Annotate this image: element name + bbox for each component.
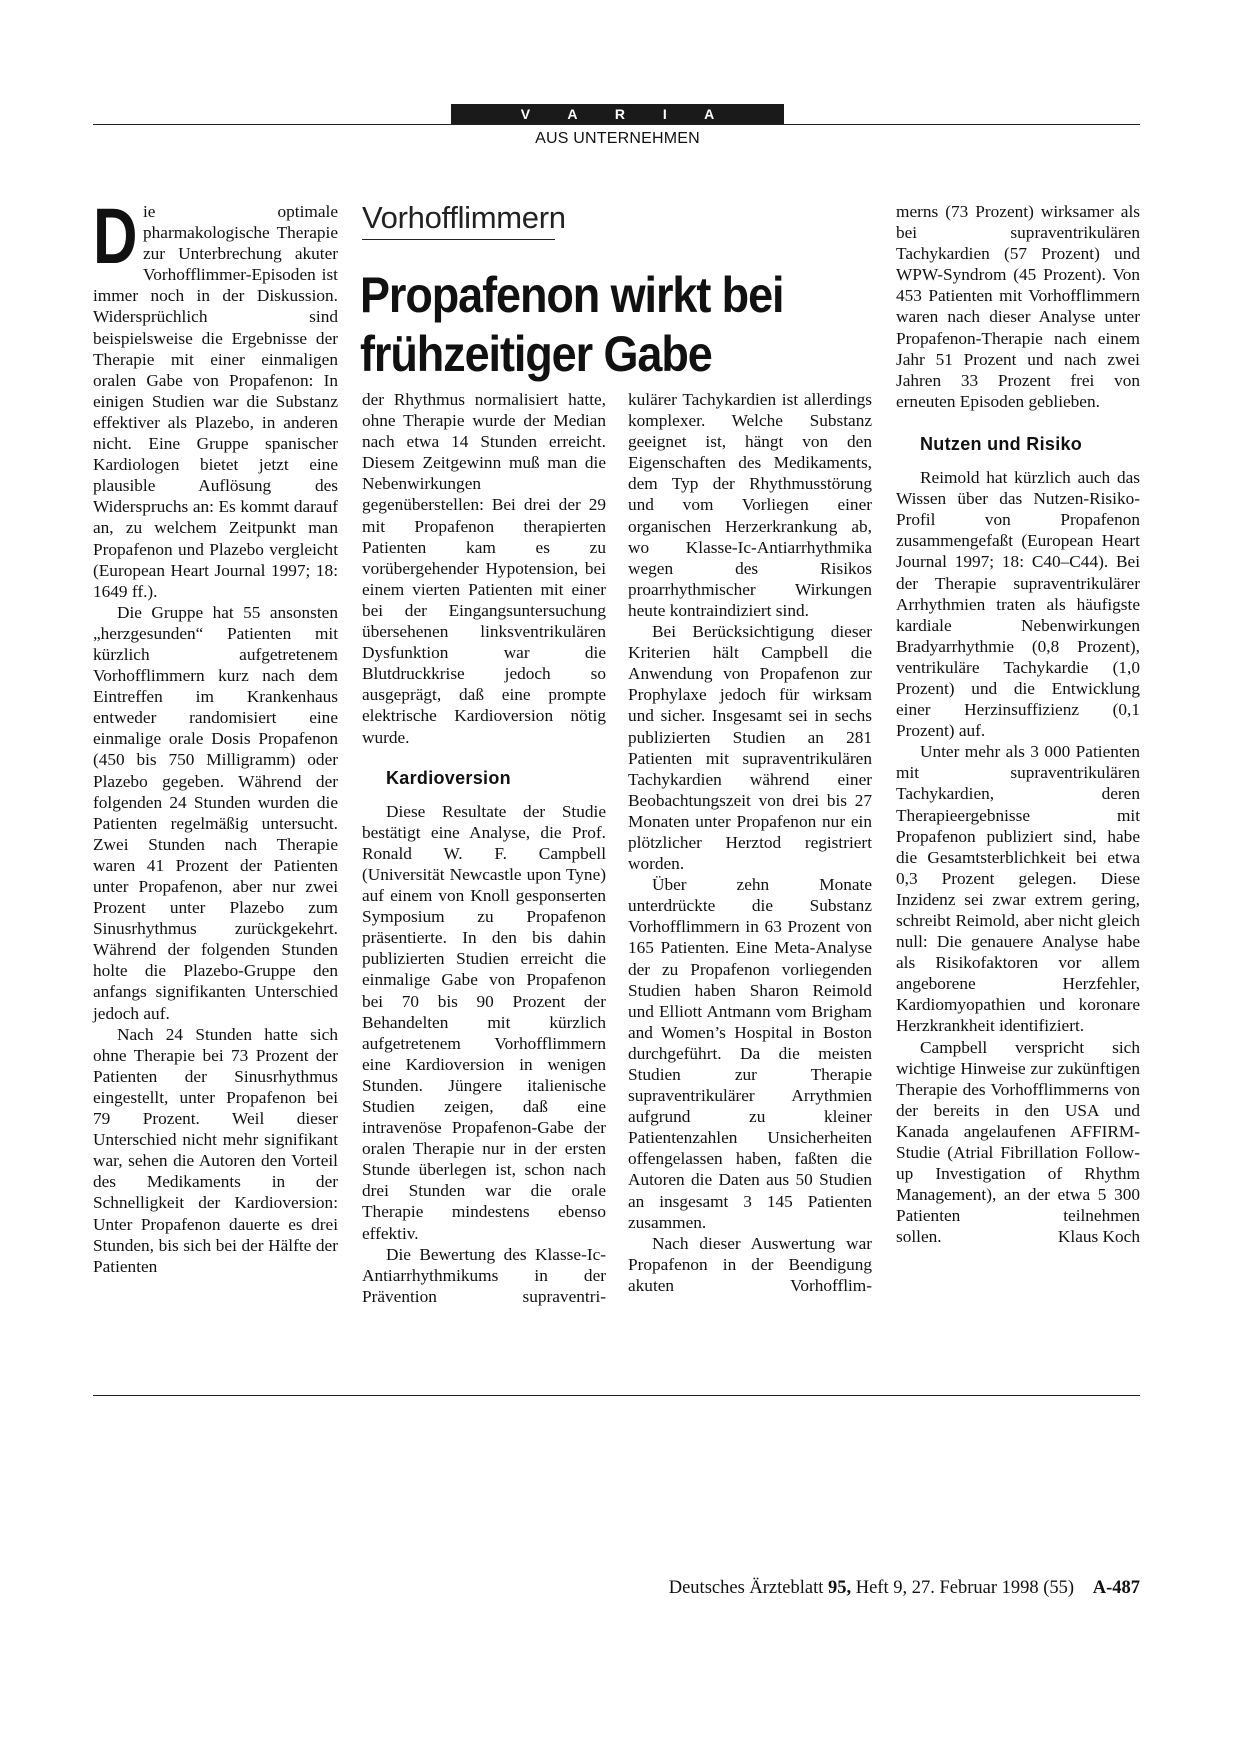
drop-cap: D xyxy=(93,191,138,280)
paragraph: Nach 24 Stunden hatte sich ohne Therapie bei 73 Prozent der Patienten der Sinusrhythmus eingestellt, unter Propafenon bei 79 Prozent. Weil dieser Unterschied nicht mehr signifikant war, sehen die Autoren den Vorteil des Medikaments in der Schnelligkeit der Kardioversion: Unter Propafenon dauerte es drei Stunden, bis sich bei der Hälfte der Patienten xyxy=(93,1024,338,1276)
paragraph-text: ie optimale pharmakologische Therapie zur Unterbrechung akuter Vorhofflimmer-Episoden ist immer noch in der Diskussion. Widersprüchlich sind beispielsweise die Ergebnisse der Therapie mit einer einmaligen oralen Gabe von Propafenon: In einigen Studien war die Substanz effektiver als Plazebo, in anderen nicht. Eine Gruppe spanischer Kardiologen bietet jetzt eine plausible Auflösung des Widerspruchs an: Es kommt darauf an, zu welchem Zeitpunkt man Propafenon und Plazebo vergleicht (European Heart Journal 1997; 18: 1649 ff.). xyxy=(93,202,338,601)
column-1 xyxy=(93,191,338,1277)
issue-info: Heft 9, 27. Februar 1998 (55) xyxy=(855,1578,1075,1598)
column-3 xyxy=(628,389,872,1296)
signoff-line xyxy=(896,1226,1140,1247)
paragraph: Die Gruppe hat 55 ansonsten „herzgesunden“ Patienten mit kürzlich aufgetretenem Vorhofflimmern kurz nach dem Eintreffen im Krankenhaus entweder randomisiert eine einmalige orale Dosis Propafenon (450 bis 750 Milligramm) oder Plazebo gegeben. Während der folgenden 24 Stunden wurden die Patienten regelmäßig untersucht. Zwei Stunden nach Therapie waren 41 Prozent der Patienten unter Propafenon, aber nur zwei Prozent unter Plazebo zum Sinusrhythmus zurückgekehrt. Während der folgenden Stunden holte die Plazebo-Gruppe den anfangs signifikanten Unterschied jedoch auf. xyxy=(93,602,338,1023)
author-name: Klaus Koch xyxy=(1057,1227,1140,1247)
paragraph: Reimold hat kürzlich auch das Wissen über das Nutzen-Risiko-Profil von Propafenon zusammengefaßt (European Heart Journal 1997; 18: C40–C44). Bei der Therapie supraventrikulärer Arrhythmien traten als häufigste kardiale Nebenwirkungen Bradyarrhythmie (0,8 Prozent), ventrikuläre Tachykardie (1,0 Prozent) und die Entwicklung einer Herzinsuffizienz (0,1 Prozent) auf. xyxy=(896,468,1140,741)
paragraph: merns (73 Prozent) wirksamer als bei supraventrikulären Tachykardien (57 Prozent) und WPW-Syndrom (45 Prozent). Von 453 Patienten mit Vorhofflimmern waren nach dieser Analyse unter Propafenon-Therapie nach einem Jahr 51 Prozent und nach zwei Jahren 33 Prozent frei von erneuten Episoden geblieben. xyxy=(896,202,1140,411)
varia-section-bar: V A R I A xyxy=(451,104,784,124)
paragraph: Campbell verspricht sich wichtige Hinweise zur zukünftigen Therapie des Vorhofflimmerns von der bereits in den USA und Kanada angelaufenen AFFIRM-Studie (Atrial Fibrillation Follow-up Investigation of Rhythm Management), an der etwa 5 300 Patienten teilnehmen xyxy=(896,1037,1140,1226)
closing-word: sollen. xyxy=(896,1227,942,1247)
section-subtitle: AUS UNTERNEHMEN xyxy=(535,130,700,147)
page-number: A-487 xyxy=(1092,1578,1140,1598)
header-rule xyxy=(93,124,1140,125)
paragraph: Die Bewertung des Klasse-Ic-Antiarrhythmikums in der Prävention supraventri- xyxy=(362,1244,606,1306)
paragraph: Über zehn Monate unterdrückte die Substanz Vorhofflimmern in 63 Prozent von 165 Patienten. Eine Meta-Analyse der zu Propafenon vorliegenden Studien haben Sharon Reimold und Elliott Antmann vom Brigham and Women’s Hospital in Boston durchgeführt. Da die meisten Studien zur Therapie supraventrikulärer Arrythmien aufgrund zu kleiner Patientenzahlen Unsicherheiten offengelassen haben, faßten die Autoren die Daten aus 50 Studien an insgesamt 3 145 Patienten zusammen. xyxy=(628,875,872,1232)
paragraph: der Rhythmus normalisiert hatte, ohne Therapie wurde der Median nach etwa 14 Stunden erreicht. Diesem Zeitgewinn muß man die Nebenwirkungen gegenüberstellen: Bei drei der 29 mit Propafenon therapierten Patienten kam es zu vorübergehender Hypotension, bei einem vierten Patienten mit einer bei der Eingangsuntersuchung übersehenen linksventrikulären Dysfunktion war die Blutdruckkrise jedoch so ausgeprägt, daß eine prompte elektrische Kardioversion nötig wurde. xyxy=(362,390,606,747)
paragraph: Diese Resultate der Studie bestätigt eine Analyse, die Prof. Ronald W. F. Campbell (Universität Newcastle upon Tyne) auf einem von Knoll gesponserten Symposium zu Propafenon präsentierte. In den bis dahin publizierten Studien erreicht die einmalige Gabe von Propafenon bei 70 bis 90 Prozent der Behandelten mit kürzlich aufgetretenem Vorhofflimmern eine Kardioversion in wenigen Stunden. Jüngere italienische Studien zeigen, daß eine intravenöse Propafenon-Gabe der oralen Therapie nur in der ersten Stunde überlegen ist, schon nach drei Stunden war die orale Therapie mindestens ebenso effektiv. xyxy=(362,801,606,1243)
column-4 xyxy=(896,201,1140,1248)
column-2 xyxy=(362,389,606,1307)
journal-name: Deutsches Ärzteblatt xyxy=(668,1578,824,1598)
paragraph xyxy=(93,191,338,602)
subheading-kardioversion: Kardioversion xyxy=(386,767,511,788)
journal-volume: 95, xyxy=(827,1578,852,1598)
paragraph: Unter mehr als 3 000 Patienten mit supraventrikulären Tachykardien, deren Therapieergebnisse mit Propafenon publiziert sind, habe die Gesamtsterblichkeit bei etwa 0,3 Prozent gelegen. Diese Inzidenz sei zwar extrem gering, schreibt Reimold, aber nicht gleich null: Die genauere Analyse habe als Risikofaktoren vor allem angeborene Herzfehler, Kardiomyopathien und koronare Herzkrankheit identifiziert. xyxy=(896,742,1140,1036)
footer-rule xyxy=(93,1395,1140,1396)
article-title: Propafenon wirkt bei frühzeitiger Gabe xyxy=(360,267,784,382)
kicker-rule xyxy=(362,239,555,240)
paragraph: Bei Berücksichtigung dieser Kriterien hält Campbell die Anwendung von Propafenon zur Prophylaxe jedoch für wirksam und sicher. Insgesamt sei in sechs publizierten Studien an 281 Patienten mit supraventrikulären Tachykardien während einer Beobachtungszeit von drei bis 27 Monaten unter Propafenon nur ein plötzlicher Herztod registriert worden. xyxy=(628,622,872,874)
subheading-nutzen-und-risiko: Nutzen und Risiko xyxy=(920,433,1083,454)
page-footer xyxy=(669,1578,1140,1599)
paragraph: Nach dieser Auswertung war Propafenon in der Beendigung akuten Vorhofflim- xyxy=(628,1233,872,1295)
paragraph: kulärer Tachykardien ist allerdings komplexer. Welche Substanz geeignet ist, hängt von den Eigenschaften des Medikaments, dem Typ der Rhythmusstörung und vom Vorliegen einer organischen Herzerkrankung ab, wo Klasse-Ic-Antiarrhythmika wegen des Risikos proarrhythmischer Wirkungen heute kontraindiziert sind. xyxy=(628,390,872,620)
article-kicker: Vorhofflimmern xyxy=(362,200,566,235)
